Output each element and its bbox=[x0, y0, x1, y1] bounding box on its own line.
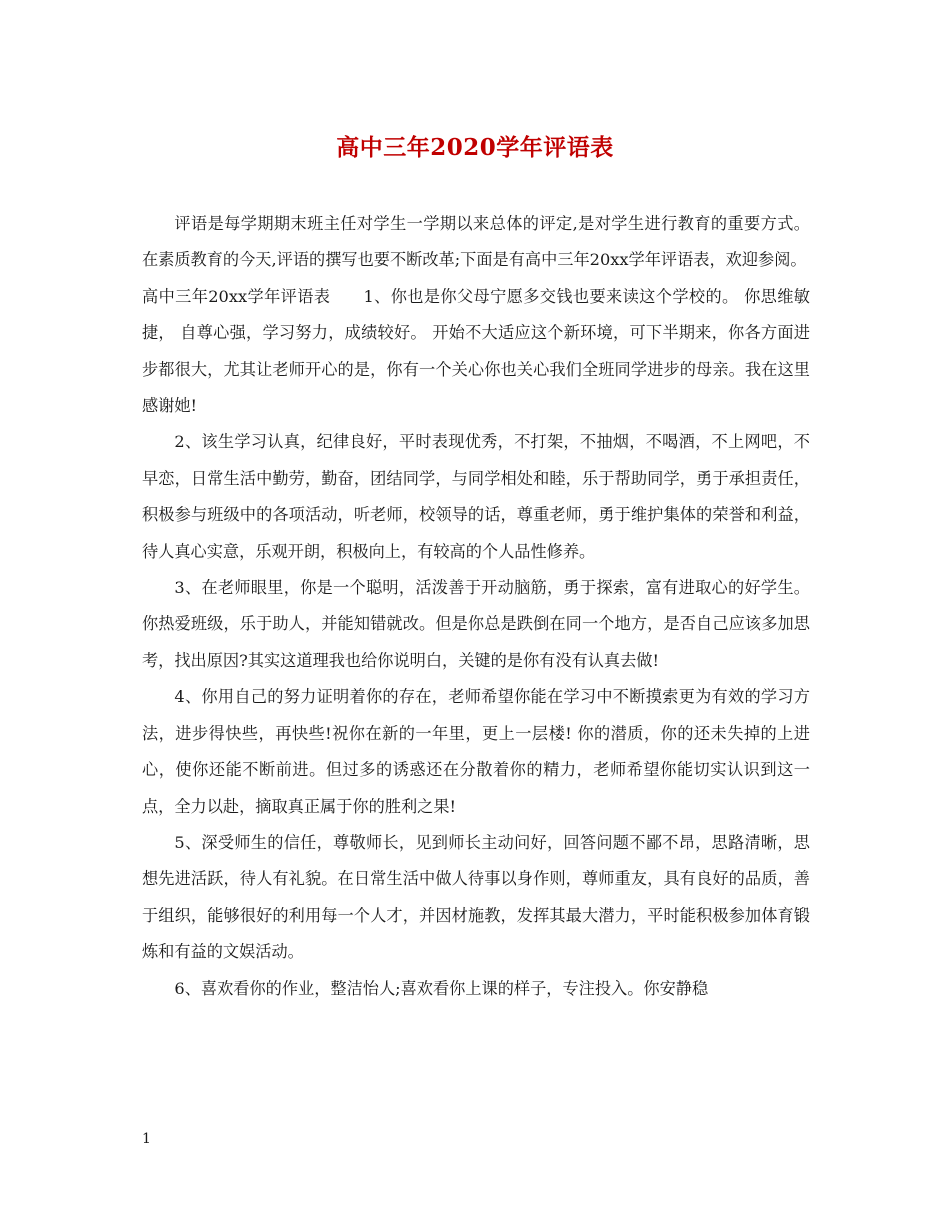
paragraph-comment-4: 4、你用自己的努力证明着你的存在，老师希望你能在学习中不断摸索更为有效的学习方法，进步得快些，再快些!祝你在新的一年里，更上一层楼! 你的潜质，你的还未失掉的上进心，使你还能不断前进。但过多的诱惑还在分散着你的精力，老师希望你能切实认识到这一点，全力以赴，摘取真正属于你的胜利之果! bbox=[142, 687, 810, 816]
document-title: 高中三年2020学年评语表 bbox=[336, 134, 614, 161]
paragraph-comment-3: 3、在老师眼里，你是一个聪明，活泼善于开动脑筋，勇于探索，富有进取心的好学生。你热爱班级，乐于助人，并能知错就改。但是你总是跌倒在同一个地方，是否自己应该多加思考，找出原因?其实这道理我也给你说明白，关键的是你有没有认真去做! bbox=[142, 578, 810, 670]
paragraph-comment-2: 2、该生学习认真，纪律良好，平时表现优秀，不打架，不抽烟，不喝酒，不上网吧，不早恋，日常生活中勤劳，勤奋，团结同学，与同学相处和睦，乐于帮助同学，勇于承担责任，积极参与班级中的各项活动，听老师，校领导的话，尊重老师，勇于维护集体的荣誉和利益，待人真心实意，乐观开朗，积极向上，有较高的个人品性修养。 bbox=[142, 432, 810, 561]
paragraph-comment-1: 高中三年20xx学年评语表 1、你也是你父母宁愿多交钱也要来读这个学校的。 你思维敏捷， 自尊心强，学习努力，成绩较好。 开始不大适应这个新环境，可下半期来，你各方面进步都很大，尤其让老师开心的是，你有一个关心你也关心我们全班同学进步的母亲。我在这里感谢她! bbox=[142, 286, 810, 416]
paragraph-comment-5: 5、深受师生的信任，尊敬师长，见到师长主动问好，回答问题不鄙不昂，思路清晰，思想先进活跃，待人有礼貌。在日常生活中做人待事以身作则，尊师重友，具有良好的品质，善于组织，能够很好的利用每一个人才，并因材施教，发挥其最大潜力，平时能积极参加体育锻炼和有益的文娱活动。 bbox=[142, 832, 810, 962]
page-number: 1 bbox=[142, 1131, 151, 1147]
paragraph-intro: 评语是每学期期末班主任对学生一学期以来总体的评定,是对学生进行教育的重要方式。在素质教育的今天,评语的撰写也要不断改革;下面是有高中三年20xx学年评语表，欢迎参阅。 bbox=[142, 214, 810, 270]
document-body bbox=[142, 206, 810, 1007]
paragraph-comment-6: 6、喜欢看你的作业，整洁怡人;喜欢看你上课的样子，专注投入。你安静稳 bbox=[174, 978, 709, 998]
